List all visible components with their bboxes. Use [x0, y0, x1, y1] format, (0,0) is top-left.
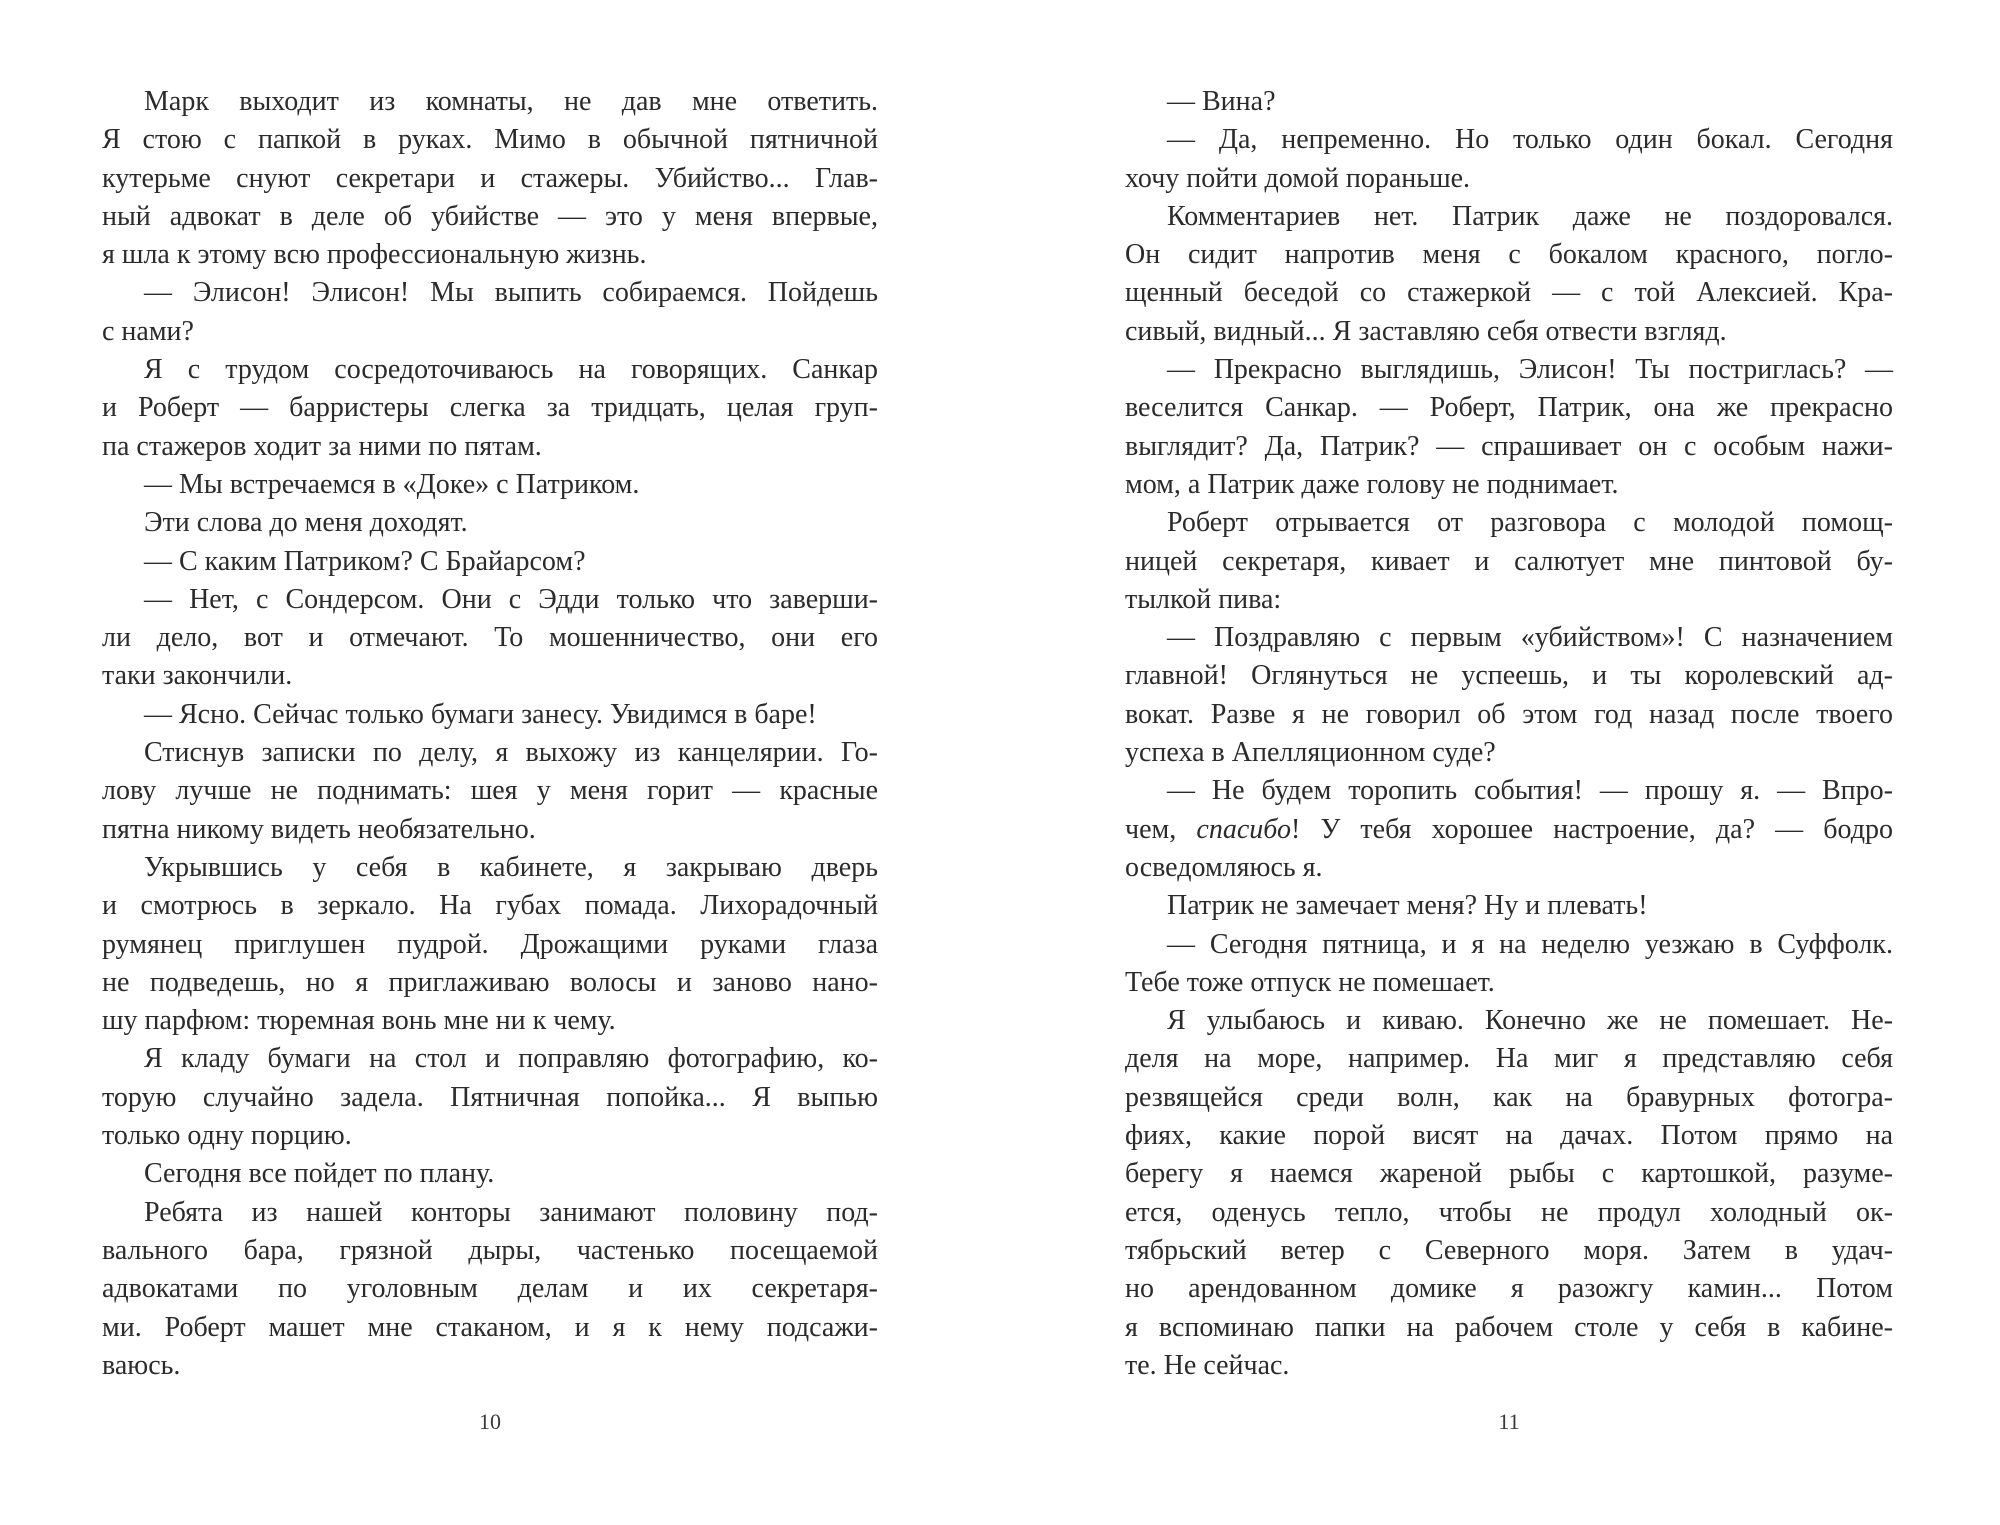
paragraph: [1125, 121, 1893, 198]
paragraph: [1125, 772, 1893, 887]
text-line: Я с трудом сосредоточиваюсь на говорящих. Санкар: [144, 354, 878, 386]
text-line: Эти слова до меня доходят.: [144, 507, 468, 539]
text-line: щенный беседой со стажеркой — с той Алексией. Кра-: [1125, 277, 1893, 309]
text-line: торую случайно задела. Пятничная попойка... Я выпью: [102, 1081, 878, 1113]
text-line: только одну порцию.: [102, 1120, 352, 1152]
text-line: Тебе тоже отпуск не помешает.: [1125, 966, 1495, 998]
text-line: и смотрюсь в зеркало. На губах помада. Лихорадочный: [102, 890, 878, 922]
text-line: Марк выходит из комнаты, не дав мне ответить.: [144, 86, 878, 117]
text-line: Сегодня все пойдет по плану.: [144, 1158, 495, 1190]
paragraph: [1125, 619, 1893, 772]
paragraph: [102, 466, 878, 504]
text-line: — Мы встречаемся в «Доке» с Патриком.: [144, 468, 640, 500]
text-line: ный адвокат в деле об убийстве — это у меня впервые,: [102, 200, 878, 232]
paragraph: [102, 83, 878, 274]
text-line: Роберт отрывается от разговора с молодой помощ-: [1167, 507, 1893, 539]
text-line: сивый, видный... Я заставляю себя отвести взгляд.: [1125, 315, 1727, 347]
text-line: — Прекрасно выглядишь, Элисон! Ты постриглась? —: [1167, 354, 1893, 386]
paragraph: [102, 734, 878, 849]
text-line: успеха в Апелляционном суде?: [1125, 737, 1496, 769]
text-line: — С каким Патриком? С Брайарсом?: [144, 545, 586, 577]
paragraph: [1125, 83, 1893, 121]
text-line: и Роберт — барристеры слегка за тридцать, целая груп-: [102, 392, 878, 424]
text-line: вального бара, грязной дыры, частенько посещаемой: [102, 1234, 878, 1266]
text-line: деля на море, например. На миг я представляю себя: [1125, 1043, 1893, 1075]
text-line: Патрик не замечает меня? Ну и плевать!: [1167, 890, 1648, 922]
text-line: ется, оденусь тепло, чтобы не продул холодный ок-: [1125, 1196, 1893, 1228]
text-line: ми. Роберт машет мне стаканом, и я к нему подсажи-: [102, 1311, 878, 1343]
text-line: Я стою с папкой в руках. Мимо в обычной пятничной: [102, 124, 878, 156]
text-line: но арендованном домике я разожгу камин... Потом: [1125, 1273, 1893, 1305]
text-line: кутерьме снуют секретари и стажеры. Убийство... Глав-: [102, 162, 878, 194]
text-line: резвящейся среди волн, как на бравурных фотогра-: [1125, 1081, 1893, 1113]
text-line: пятна никому видеть необязательно.: [102, 813, 536, 845]
text-line: ваюсь.: [102, 1349, 181, 1381]
text-line: не подведешь, но я приглаживаю волосы и заново нано-: [102, 966, 878, 998]
paragraph: [102, 351, 878, 466]
page-body-text: [102, 83, 878, 1385]
text-line: те. Не сейчас.: [1125, 1349, 1290, 1381]
text-line: с нами?: [102, 315, 194, 347]
text-line: Я улыбаюсь и киваю. Конечно же не помешает. Не-: [1167, 1005, 1893, 1037]
paragraph: [102, 1040, 878, 1155]
text-line: выглядит? Да, Патрик? — спрашивает он с особым нажи-: [1125, 430, 1893, 462]
paragraph: [102, 849, 878, 1040]
text-line: таки закончили.: [102, 660, 293, 692]
text-line: ницей секретаря, кивает и салютует мне пинтовой бу-: [1125, 545, 1893, 577]
text-line: адвокатами по уголовным делам и их секретаря-: [102, 1273, 878, 1305]
paragraph: [1125, 887, 1893, 925]
paragraph: [1125, 351, 1893, 504]
paragraph: [1125, 198, 1893, 351]
text-line: — Элисон! Элисон! Мы выпить собираемся. Пойдешь: [144, 277, 878, 309]
text-line: тябрьский ветер с Северного моря. Затем в удач-: [1125, 1234, 1893, 1266]
text-line: лову лучше не поднимать: шея у меня горит — красные: [102, 775, 878, 807]
text-line: па стажеров ходит за ними по пятам.: [102, 430, 542, 462]
text-line: вокат. Разве я не говорил об этом год назад после твоего: [1125, 698, 1893, 730]
text-line: румянец приглушен пудрой. Дрожащими руками глаза: [102, 928, 878, 960]
text-line: Он сидит напротив меня с бокалом красного, погло-: [1125, 239, 1893, 271]
paragraph: [102, 274, 878, 351]
text-run: ! У тебя хорошее настроение, да? — бодро: [1290, 813, 1893, 845]
paragraph: [102, 543, 878, 581]
paragraph: [102, 581, 878, 696]
paragraph: [1125, 504, 1893, 619]
text-line: главной! Оглянуться не успеешь, и ты королевский ад-: [1125, 660, 1893, 692]
text-line: хочу пойти домой пораньше.: [1125, 162, 1471, 194]
paragraph: [102, 504, 878, 542]
page-body-text: [1125, 83, 1893, 1385]
text-line: — Да, непременно. Но только один бокал. Сегодня: [1167, 124, 1893, 156]
text-line: шу парфюм: тюремная вонь мне ни к чему.: [102, 1005, 616, 1037]
text-line: Укрывшись у себя в кабинете, я закрываю дверь: [144, 851, 878, 883]
text-line: берегу я наемся жареной рыбы с картошкой, разуме-: [1125, 1158, 1893, 1190]
page-number: 11: [1498, 1409, 1520, 1434]
text-line: [1125, 811, 1893, 849]
text-line: — Нет, с Сондерсом. Они с Эдди только что заверши-: [144, 583, 878, 615]
text-line: — Вина?: [1167, 86, 1276, 117]
right-page: [1000, 0, 2000, 1525]
text-line: мом, а Патрик даже голову не поднимает.: [1125, 468, 1619, 500]
paragraph: [1125, 926, 1893, 1003]
text-run: чем,: [1125, 813, 1197, 845]
text-line: тылкой пива:: [1125, 583, 1282, 615]
text-line: я вспоминаю папки на рабочем столе у себя в кабине-: [1125, 1311, 1893, 1343]
paragraph: [102, 696, 878, 734]
text-line: осведомляюсь я.: [1125, 851, 1323, 883]
page-number: 10: [479, 1409, 501, 1434]
paragraph: [102, 1155, 878, 1193]
emphasized-text: спасибо: [1196, 813, 1291, 845]
text-line: веселится Санкар. — Роберт, Патрик, она же прекрасно: [1125, 392, 1893, 424]
text-line: Комментариев нет. Патрик даже не поздоровался.: [1167, 200, 1893, 232]
text-line: — Не будем торопить события! — прошу я. — Впро-: [1167, 775, 1893, 807]
text-line: я шла к этому всю профессиональную жизнь.: [102, 239, 647, 271]
text-line: — Ясно. Сейчас только бумаги занесу. Увидимся в баре!: [144, 698, 817, 730]
text-line: фиях, какие порой висят на дачах. Потом прямо на: [1125, 1120, 1893, 1152]
text-line: ли дело, вот и отмечают. То мошенничество, они его: [102, 622, 878, 654]
paragraph: [102, 1194, 878, 1385]
text-line: — Сегодня пятница, и я на неделю уезжаю в Суффолк.: [1167, 928, 1893, 960]
text-line: — Поздравляю с первым «убийством»! С назначением: [1167, 622, 1893, 654]
text-line: Ребята из нашей конторы занимают половину под-: [144, 1196, 878, 1228]
text-line: Я кладу бумаги на стол и поправляю фотографию, ко-: [144, 1043, 878, 1075]
paragraph: [1125, 1002, 1893, 1385]
text-line: Стиснув записки по делу, я выхожу из канцелярии. Го-: [144, 737, 878, 769]
